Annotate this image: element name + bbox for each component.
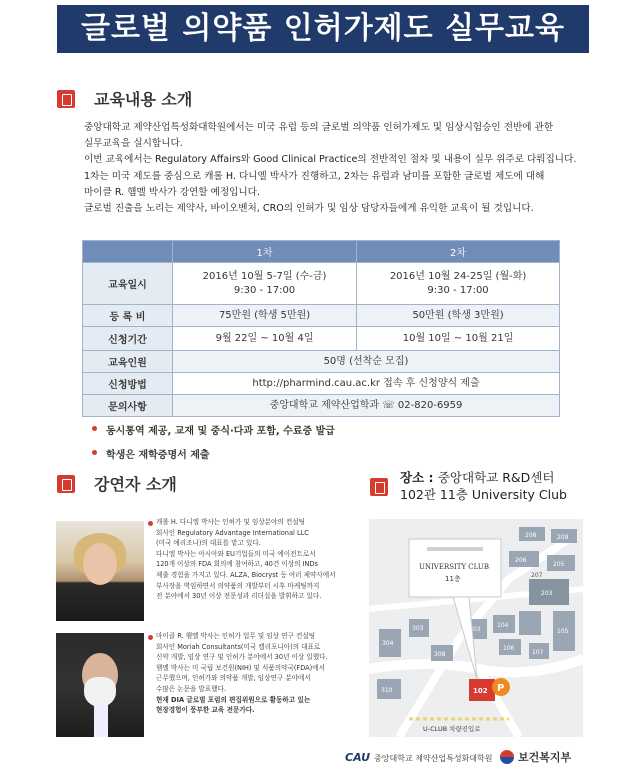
bio-line: 현장경험이 풍부한 교육 전문가다. — [156, 706, 255, 715]
map-graphic — [369, 519, 583, 737]
bio-line: 제출 경험을 가지고 있다. ALZA, Biocryst 등 여러 제약사에서 — [156, 570, 336, 579]
table-cell — [173, 263, 357, 305]
table-cell: 50명 (선착순 모집) — [173, 351, 560, 373]
bio-line: 마이클 R. 햄멜 박사는 인허가 업무 및 임상 연구 컨설팅 — [156, 632, 316, 640]
row-label: 신청기간 — [83, 327, 173, 351]
map-label: 206 — [515, 557, 527, 564]
table-cell: 50만원 (학생 3만원) — [357, 305, 560, 327]
speaker1-bio — [156, 517, 370, 602]
cau-logo: CAU — [345, 751, 371, 764]
column-header-session2: 2차 — [357, 241, 560, 263]
map-entrance-label: U-CLUB 차량진입로 — [423, 725, 481, 733]
map-label: 105 — [557, 628, 569, 635]
intro-section-title: 교육내용 소개 — [94, 90, 193, 109]
intro-text — [84, 120, 584, 217]
table-cell: 75만원 (학생 5만원) — [173, 305, 357, 327]
building-201 — [519, 611, 541, 635]
table-row — [83, 263, 560, 305]
row-label: 문의사항 — [83, 395, 173, 417]
map-label: 205 — [553, 561, 565, 568]
svg-text:P: P — [497, 683, 505, 694]
place-line1: 중앙대학교 R&D센터 — [437, 470, 555, 485]
bio-line: (미국 애리조나)의 대표를 맡고 있다. — [156, 539, 261, 548]
bio-line: 다니엘 박사는 아시아와 EU기업들의 미국 에이전트로서 — [156, 549, 316, 558]
bio-line: 근무했으며, 인허가와 의약품 개발, 임상연구 분야에서 — [156, 674, 311, 683]
table-row — [83, 305, 560, 327]
place-label: 장소 : — [400, 470, 438, 485]
table-cell: 9월 22일 ~ 10월 4일 — [173, 327, 357, 351]
map-label: 308 — [434, 651, 446, 658]
school-name: 중앙대학교 제약산업특성화대학원 — [374, 754, 493, 763]
document-icon — [370, 478, 388, 496]
date-text: 2016년 10월 5-7일 (수-금) — [202, 270, 327, 282]
bio-line: 회사인 Regulatory Advantage International LLC — [156, 528, 309, 537]
time-text: 9:30 - 17:00 — [233, 284, 296, 296]
map-label: 310 — [381, 687, 393, 694]
map-label: 104 — [497, 622, 509, 629]
bullet-dot — [148, 521, 153, 526]
table-row — [83, 373, 560, 395]
bio-line: 캐롤 H. 다니엘 박사는 인허가 및 임상분야의 컨설팅 — [156, 518, 306, 526]
place-info — [400, 469, 567, 503]
intro-line: 이번 교육에서는 Regulatory Affairs와 Good Clinical Practice의 전반적인 절차 및 내용이 실무 위주로 다뤄집니다. — [84, 154, 577, 166]
speakers-section-title: 강연자 소개 — [94, 475, 177, 494]
row-label: 교육일시 — [83, 263, 173, 305]
bullet-dot — [148, 635, 153, 640]
map-building-name: UNIVERSITY CLUB — [419, 563, 489, 571]
bio-line: 120개 이상의 FDA 회의에 참여하고, 40건 이상의 INDs — [156, 560, 318, 569]
map-label: 208 — [525, 532, 537, 539]
taeguk-icon — [500, 750, 514, 764]
map-label: 304 — [382, 640, 394, 647]
map-label: 207 — [531, 572, 543, 579]
speaker2-photo — [56, 633, 144, 737]
intro-line: 글로벌 진출을 노리는 제약사, 바이오벤처, CRO의 인허가 및 임상 담당자들에게 유익한 교육이 될 것입니다. — [84, 203, 534, 215]
ministry-name: 보건복지부 — [518, 751, 572, 764]
table-cell: 중앙대학교 제약산업학과 ☏ 02-820-6959 — [173, 395, 560, 417]
ministry-logo — [518, 749, 571, 765]
bio-line: 전 분야에서 30년 이상 전문성과 리더십을 발휘하고 있다. — [156, 592, 322, 601]
table-cell — [357, 263, 560, 305]
table-corner — [83, 241, 173, 263]
bio-line: 현재 DIA 글로벌 포럼의 편집위원으로 활동하고 있는 — [156, 695, 311, 704]
bio-line: 햄멜 박사는 미 국립 보건원(NIH) 및 식품의약국(FDA)에서 — [156, 663, 325, 672]
list-item: 동시통역 제공, 교재 및 중식·다과 포함, 수료증 발급 — [92, 422, 335, 446]
list-item: 학생은 재학증명서 제출 — [92, 446, 335, 470]
school-logo — [345, 751, 493, 764]
notes-list — [92, 422, 335, 470]
map-label: 103 — [469, 626, 481, 633]
intro-line: 중앙대학교 제약산업특성화대학원에서는 미국 유럽 등의 글로벌 의약품 인허가제도 및 임상시험승인 전반에 관한 — [84, 122, 554, 133]
map-label: 203 — [541, 590, 553, 597]
schedule-table — [82, 240, 560, 417]
intro-line: 마이클 R. 햄멜 박사가 강연할 예정입니다. — [84, 186, 260, 198]
bio-line: 회사인 Moriah Consultants(미국 캘리포니아)의 대표로 — [156, 642, 321, 651]
speaker1-photo — [56, 521, 144, 621]
table-row — [83, 327, 560, 351]
row-label: 신청방법 — [83, 373, 173, 395]
document-icon — [57, 475, 75, 493]
table-row — [83, 395, 560, 417]
map-label: 209 — [557, 534, 569, 541]
map-label: 303 — [412, 625, 424, 632]
table-cell: 10월 10일 ~ 10월 21일 — [357, 327, 560, 351]
place-line2: 102관 11층 University Club — [400, 487, 567, 502]
bio-line: 부사장을 역임하면서 의약품의 개발부터 시후 마케팅까지 — [156, 581, 320, 590]
table-cell: http://pharmind.cau.ac.kr 접속 후 신청양식 제출 — [173, 373, 560, 395]
bio-line: 신약 개발, 임상 연구 및 인허가 분야에서 30년 이상 일했다. — [156, 653, 328, 662]
map-floor: 11층 — [445, 575, 461, 583]
row-label: 교육인원 — [83, 351, 173, 373]
table-row — [83, 351, 560, 373]
map-label-102: 102 — [473, 687, 488, 695]
bio-line: 수많은 논문을 발표했다. — [156, 684, 226, 693]
time-text: 9:30 - 17:00 — [427, 284, 489, 296]
intro-line: 실무교육을 실시합니다. — [84, 138, 183, 150]
document-icon — [57, 90, 75, 108]
page-title: 글로벌 의약품 인허가제도 실무교육 — [57, 5, 589, 53]
column-header-session1: 1차 — [173, 241, 357, 263]
speaker2-bio — [156, 631, 370, 716]
row-label: 등 록 비 — [83, 305, 173, 327]
map-label: 107 — [532, 649, 544, 656]
date-text: 2016년 10월 24-25일 (월-화) — [389, 270, 527, 282]
intro-line: 1차는 미국 제도를 중심으로 캐롤 H. 다니엘 박사가 진행하고, 2차는 유럽과 남미를 포함한 글로벌 제도에 대해 — [84, 170, 545, 182]
map-label: 106 — [503, 645, 515, 652]
campus-map — [369, 519, 583, 737]
